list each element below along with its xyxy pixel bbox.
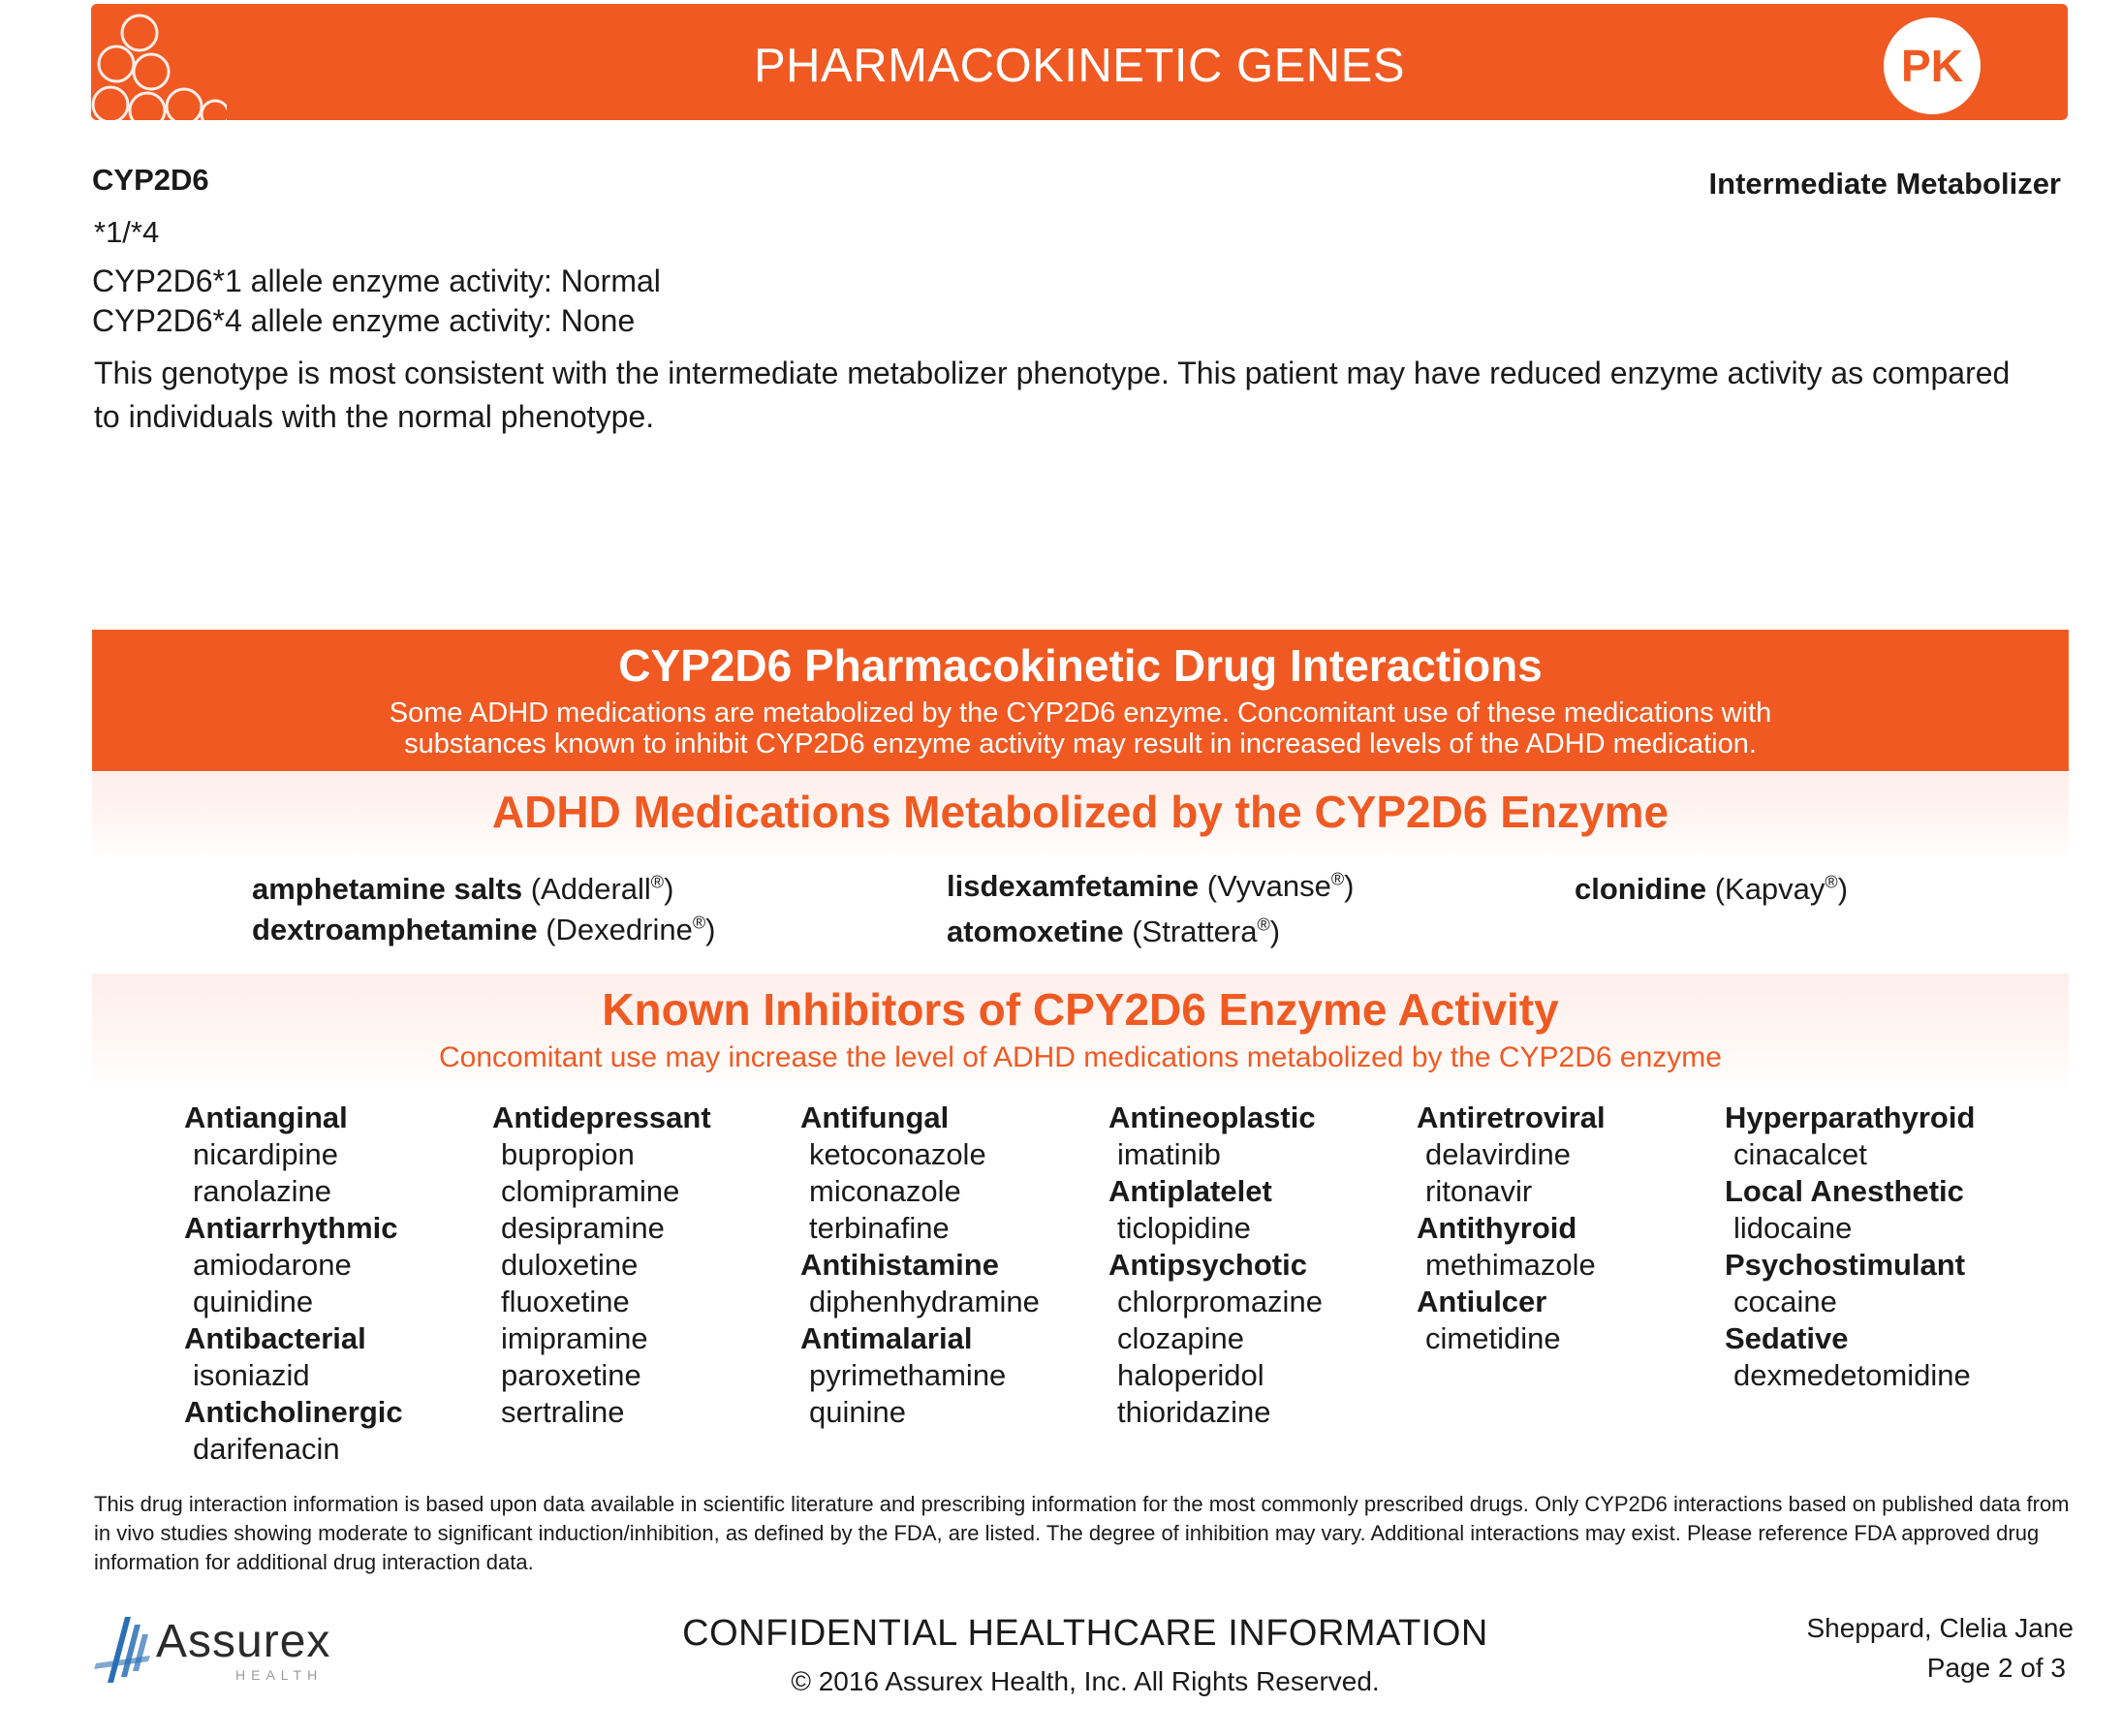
registered-mark: ® [1330, 869, 1345, 889]
registered-mark: ® [650, 872, 665, 892]
page-title: PHARMACOKINETIC GENES [753, 40, 1406, 92]
gene-name: CYP2D6 [92, 163, 209, 197]
interactions-title: CYP2D6 Pharmacokinetic Drug Interactions [618, 640, 1543, 691]
medication-brand: Strattera [1141, 914, 1258, 948]
inhibitor-class: Antiretroviral [1417, 1100, 1606, 1134]
inhibitor-drug: ticlopidine [1117, 1211, 1251, 1245]
patient-name: Sheppard, Clelia Jane [1806, 1613, 2074, 1643]
inhibitor-drug: quinidine [193, 1285, 314, 1318]
genotype: *1/*4 [94, 215, 160, 249]
inhibitor-drug: ritonavir [1425, 1174, 1533, 1208]
interactions-description-line: Some ADHD medications are metabolized by the CYP2D6 enzyme. Concomitant use of these medications with [389, 698, 1772, 728]
medication-generic: lisdexamfetamine [947, 869, 1200, 903]
inhibitor-drug: bupropion [501, 1137, 635, 1171]
disclaimer-text: This drug interaction information is based upon data available in scientific literature and prescribing information for the most commonly prescribed drugs. Only CYP2D6 interactions based on published data from in vivo studies showing moderate to significant induction/inhibition, as defined by the FDA, are listed. The degree of inhibition may vary. Additional interactions may exist. Please reference FDA approved drug information for additional drug interaction data. [94, 1492, 2070, 1574]
inhibitor-class: Antihistamine [800, 1248, 999, 1282]
adhd-meds-title: ADHD Medications Metabolized by the CYP2D6 Enzyme [491, 787, 1670, 837]
inhibitors-header [92, 974, 2069, 1090]
inhibitor-drug: isoniazid [193, 1358, 310, 1392]
inhibitor-drug: dexmedetomidine [1733, 1358, 1971, 1392]
inhibitor-column [492, 1100, 793, 1431]
inhibitor-drug: clomipramine [501, 1174, 680, 1208]
copyright-notice: © 2016 Assurex Health, Inc. All Rights Reserved. [791, 1666, 1380, 1696]
inhibitor-class: Antidepressant [492, 1100, 711, 1134]
interactions-description-line: substances known to inhibit CYP2D6 enzyme activity may result in increased levels of the ADHD medication. [404, 728, 1757, 760]
inhibitor-class: Antiulcer [1417, 1285, 1547, 1318]
inhibitor-drug: cinacalcet [1733, 1137, 1867, 1171]
allele-activity: CYP2D6*4 allele enzyme activity: None [92, 303, 636, 338]
interactions-description [92, 698, 2069, 760]
inhibitor-class: Antianginal [184, 1100, 348, 1134]
inhibitors-subtitle: Concomitant use may increase the level of ADHD medications metabolized by the CYP2D6 enzyme [439, 1041, 1722, 1073]
inhibitor-class: Hyperparathyroid [1725, 1100, 1976, 1134]
inhibitor-drug: paroxetine [501, 1358, 641, 1392]
medication-generic: atomoxetine [947, 914, 1124, 948]
inhibitor-class: Psychostimulant [1725, 1248, 1966, 1282]
inhibitor-drug: clozapine [1117, 1321, 1244, 1355]
section-header-banner [91, 4, 2068, 120]
inhibitor-class: Local Anesthetic [1725, 1174, 1964, 1208]
inhibitor-drug: quinine [809, 1395, 906, 1429]
inhibitor-class: Antiarrhythmic [184, 1211, 398, 1245]
inhibitor-class: Sedative [1725, 1321, 1849, 1355]
interactions-banner [92, 630, 2069, 771]
inhibitor-drug: haloperidol [1117, 1358, 1264, 1392]
medication-item: clonidine (Kapvay®) [1575, 872, 1849, 906]
registered-mark: ® [692, 913, 706, 933]
inhibitor-drug: delavirdine [1425, 1137, 1571, 1171]
medication-item: dextroamphetamine (Dexedrine®) [252, 913, 716, 946]
medication-item: atomoxetine (Strattera®) [947, 914, 1281, 948]
inhibitor-class: Antifungal [800, 1100, 950, 1134]
inhibitor-drug: ketoconazole [809, 1137, 986, 1171]
medication-generic: dextroamphetamine [252, 913, 538, 946]
medication-generic: clonidine [1575, 872, 1707, 906]
inhibitor-class: Antithyroid [1417, 1211, 1577, 1245]
medication-item: amphetamine salts (Adderall®) [252, 872, 674, 906]
logo-subtext: HEALTH [235, 1667, 324, 1683]
inhibitor-class: Antineoplastic [1108, 1100, 1316, 1134]
medication-generic: amphetamine salts [252, 872, 523, 906]
inhibitor-drug: chlorpromazine [1117, 1285, 1323, 1318]
assurex-logo [92, 1611, 363, 1689]
inhibitor-drug: diphenhydramine [809, 1285, 1040, 1318]
medication-brand: Dexedrine [555, 913, 693, 946]
inhibitor-drug: pyrimethamine [809, 1358, 1007, 1392]
inhibitor-column [184, 1100, 484, 1468]
confidential-notice: CONFIDENTIAL HEALTHCARE INFORMATION [682, 1613, 1488, 1654]
inhibitor-drug: terbinafine [809, 1211, 950, 1245]
inhibitor-drug: methimazole [1425, 1248, 1596, 1282]
logo-wordmark: Assurex [156, 1616, 331, 1667]
pk-badge: PK [1884, 17, 1981, 114]
phenotype-label: Intermediate Metabolizer [1708, 167, 2061, 201]
medication-brand: Vyvanse [1217, 869, 1331, 903]
inhibitor-drug: amiodarone [193, 1248, 352, 1282]
inhibitor-drug: ranolazine [193, 1174, 332, 1208]
assurex-mark-icon [92, 1611, 154, 1689]
inhibitor-drug: cimetidine [1425, 1321, 1561, 1355]
inhibitor-drug: sertraline [501, 1395, 625, 1429]
inhibitor-drug: imipramine [501, 1321, 648, 1355]
inhibitor-drug: fluoxetine [501, 1285, 630, 1318]
medication-item: lisdexamfetamine (Vyvanse®) [947, 869, 1355, 903]
inhibitor-class: Antipsychotic [1108, 1248, 1307, 1282]
inhibitor-drug: miconazole [809, 1174, 961, 1208]
medication-brand: Adderall [541, 872, 651, 906]
inhibitor-column [800, 1100, 1101, 1431]
allele-activity: CYP2D6*1 allele enzyme activity: Normal [92, 264, 661, 298]
inhibitor-class: Antibacterial [184, 1321, 366, 1355]
inhibitor-column [1725, 1100, 2025, 1394]
page-number: Page 2 of 3 [1926, 1653, 2066, 1683]
interpretation-text: This genotype is most consistent with the intermediate metabolizer phenotype. This patient may have reduced enzyme activity as compared to individuals with the normal phenotype. [94, 356, 2011, 434]
inhibitor-drug: cocaine [1733, 1285, 1837, 1318]
inhibitor-drug: imatinib [1117, 1137, 1221, 1171]
inhibitor-drug: duloxetine [501, 1248, 639, 1282]
inhibitor-drug: lidocaine [1733, 1211, 1853, 1245]
registered-mark: ® [1825, 872, 1838, 892]
inhibitor-column [1417, 1100, 1717, 1357]
inhibitor-drug: darifenacin [193, 1432, 340, 1466]
inhibitor-class: Anticholinergic [184, 1395, 403, 1429]
inhibitor-class: Antimalarial [800, 1321, 973, 1355]
registered-mark: ® [1257, 914, 1270, 935]
adhd-meds-header [92, 772, 2069, 859]
inhibitors-title: Known Inhibitors of CPY2D6 Enzyme Activity [602, 984, 1559, 1035]
medication-brand: Kapvay [1725, 872, 1826, 906]
inhibitor-drug: nicardipine [193, 1137, 338, 1171]
inhibitor-drug: desipramine [501, 1211, 665, 1245]
inhibitor-column [1108, 1100, 1409, 1431]
inhibitor-drug: thioridazine [1117, 1395, 1271, 1429]
inhibitor-class: Antiplatelet [1108, 1174, 1272, 1208]
